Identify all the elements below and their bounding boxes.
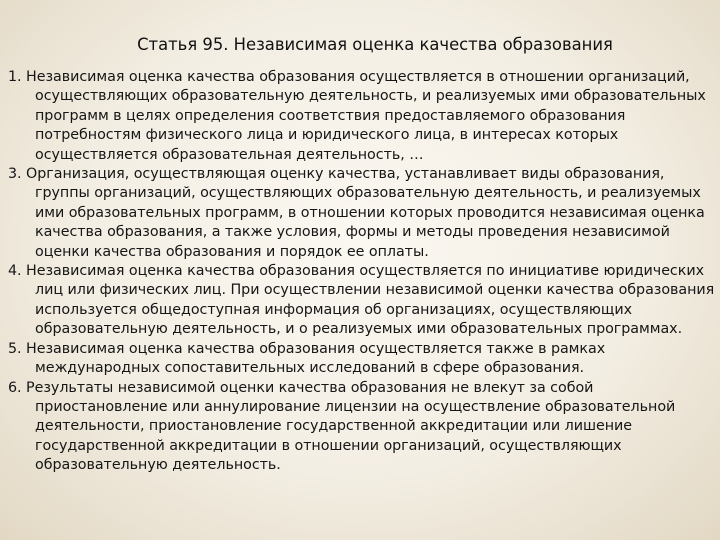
slide-title: Статья 95. Независимая оценка качества образования	[137, 35, 613, 54]
article-item	[4, 165, 716, 262]
item-text: Результаты независимой оценки качества образования не влекут за собой приостановление или аннулирование лицензии на осуществление образовательной деятельности, приостановление государственной аккредитации или лишение государственной аккредитации в отношении организаций, осуществляющих образовательную деятельность.	[26, 379, 676, 474]
item-text: Независимая оценка качества образования осуществляется также в рамках международных сопоставительных исследований в сфере образования.	[26, 340, 606, 377]
item-number: 4.	[8, 263, 22, 280]
item-number: 6.	[8, 379, 22, 396]
article-item	[4, 262, 716, 340]
item-text: Организация, осуществляющая оценку качества, устанавливает виды образования, группы организаций, осуществляющих образовательную деятельность, и реализуемых ими образовательных программ, в отношении которых проводится независимая оценка качества образования, а также условия, формы и методы проведения независимой оценки качества образования и порядок ее оплаты.	[26, 166, 705, 260]
item-text: Независимая оценка качества образования осуществляется в отношении организаций, осуществляющих образовательную деятельность, и реализуемых ими образовательных программ в целях определения соответствия предоставляемого образования потребностям физического лица и юридического лица, в интересах которых осуществляется образовательная деятельность, …	[26, 69, 706, 163]
article-item	[4, 68, 716, 165]
article-items	[4, 68, 716, 476]
item-number: 1.	[8, 69, 22, 85]
item-text: Независимая оценка качества образования осуществляется по инициативе юридических лиц или физических лиц. При осуществлении независимой оценки качества образования используется общедоступная информация об организациях, осуществляющих образовательную деятельность, и о реализуемых ими образовательных программах.	[26, 263, 715, 338]
item-number: 5.	[8, 340, 22, 357]
article-item	[4, 379, 716, 476]
item-number: 3.	[8, 166, 22, 183]
article-item	[4, 340, 716, 379]
